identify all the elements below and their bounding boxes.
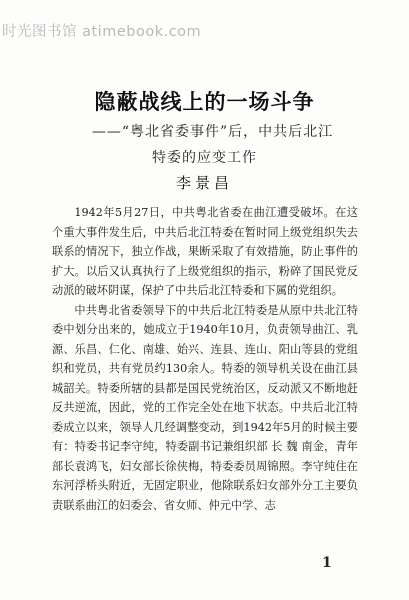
paragraph: 中共粤北省委领导下的中共后北江特委是从原中共北江特委中划分出来的，她成立于1940年10月，负责领导曲江、乳源、乐昌、仁化、南雄、始兴、连县、连山、阳山等县的党组织和党员，共有党员约130余人。特委的领导机关设在曲江县城韶关。特委所辖的县都是国民党统治区，反动派又不断地赶反共逆流，因此，党的工作完全处在地下状态。中共后北江特委成立以来，领导人几经调整变动，到1942年5月的时候主要有：特委书记李守纯，特委副书记兼组织部 长 魏 南金，青年部长袁鸿飞，妇女部长徐侠梅，特委委员周锦照。李守纯住在东河浮桥头附近，无固定职业，他除联系妇女部外分工主要负责联系曲江的妇委会、省女师、仲元中学、志 — [52, 303, 358, 512]
subtitle-line-1: ——“粤北省委事件”后，中共后北江 — [91, 124, 334, 140]
page-title: 隐蔽战线上的一场斗争 — [94, 90, 315, 114]
paragraph: 1942年5月27日，中共粤北省委在曲江遭受破坏。在这个重大事件发生后，中共后北江特委在暂时同上级党组织失去联系的情况下，独立作战，果断采取了有效措施，防止事件的扩大。以后又认真执行了上级党组织的指示，粉碎了国民党反动派的破坏阴谋，保护了中共后北江特委和下属的党组织。 — [52, 206, 358, 297]
watermark: 时光图书馆 atimebook.com — [2, 24, 202, 40]
author-name: 李景昌 — [175, 174, 233, 192]
article-body — [52, 203, 358, 515]
page-number: 1 — [322, 555, 332, 571]
subtitle-line-2: 特委的应变工作 — [152, 150, 257, 166]
